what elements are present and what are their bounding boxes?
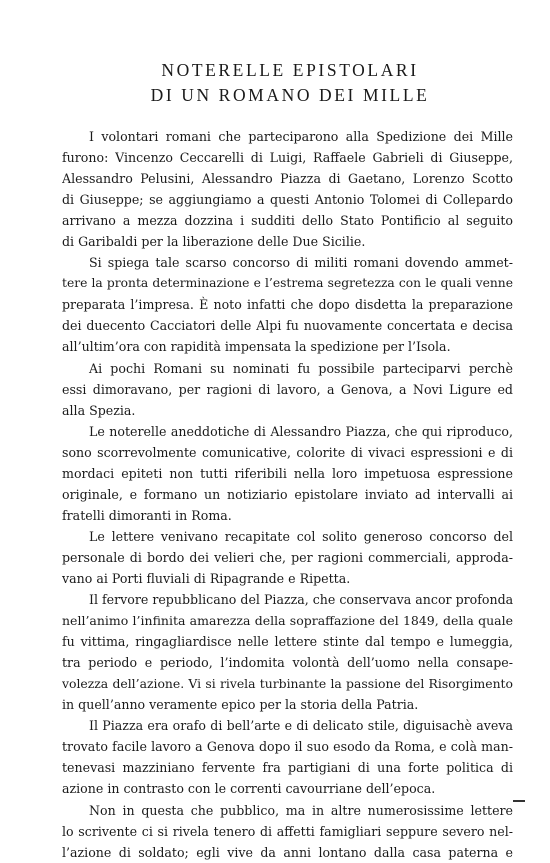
text-line: l’azione di soldato; egli vive da anni lontano dalla casa paterna e: [62, 844, 513, 860]
text-line: Non in questa che pubblico, ma in altre numerosissime lettere: [89, 802, 513, 818]
text-line: fratelli dimoranti in Roma.: [62, 507, 232, 523]
text-line: di Garibaldi per la liberazione delle Due Sicilie.: [62, 234, 366, 250]
text-line: tenevasi mazziniano fervente fra partigiani di una forte politica di: [62, 760, 513, 776]
document-title-line-2: DI UN ROMANO DEI MILLE: [150, 85, 430, 105]
text-line: azione in contrasto con le correnti cavourriane dell’epoca.: [62, 781, 436, 797]
text-line: in quell’anno veramente epico per la storia della Patria.: [62, 697, 419, 713]
text-line: Il fervore repubblicano del Piazza, che conservava ancor profonda: [89, 592, 513, 608]
text-line: alla Spezia.: [62, 402, 136, 418]
text-line: I volontari romani che parteciparono alla Spedizione dei Mille: [89, 129, 513, 144]
text-line: sono scorrevolmente comunicative, colorite di vivaci espressioni e di: [62, 444, 513, 460]
text-line: Alessandro Pelusini, Alessandro Piazza di Gaetano, Lorenzo Scotto: [62, 171, 513, 187]
document-title-line-1: NOTERELLE EPISTOLARI: [161, 60, 419, 80]
text-line: tra periodo e periodo, l’indomita volontà dell’uomo nella consape-: [62, 655, 513, 671]
text-line: Si spiega tale scarso concorso di militi romani dovendo ammet-: [89, 255, 513, 271]
text-line: tere la pronta determinazione e l’estrema segretezza con le quali venne: [62, 276, 513, 291]
text-line: Ai pochi Romani su nominati fu possibile parteciparvi perchè: [89, 360, 513, 376]
text-line: fu vittima, ringagliardisce nelle lettere stinte dal tempo e lumeggia,: [62, 634, 513, 650]
text-line: personale di bordo dei velieri che, per ragioni commerciali, approda-: [62, 549, 513, 565]
text-line: arrivano a mezza dozzina i sudditi dello Stato Pontificio al seguito: [62, 213, 513, 229]
text-line: trovato facile lavoro a Genova dopo il suo esodo da Roma, e colà man-: [62, 739, 513, 755]
corner-mark: [513, 800, 525, 802]
text-line: Il Piazza era orafo di bell’arte e di delicato stile, diguisachè aveva: [89, 718, 513, 734]
text-line: Le lettere venivano recapitate col solito generoso concorso del: [89, 528, 513, 544]
text-line: vano ai Porti fluviali di Ripagrande e Ripetta.: [62, 570, 351, 586]
text-line: nell’animo l’infinita amarezza della sopraffazione del 1849, della quale: [62, 613, 513, 629]
text-line: Le noterelle aneddotiche di Alessandro Piazza, che qui riproduco,: [89, 423, 513, 439]
body-text: [62, 126, 513, 863]
text-line: di Giuseppe; se aggiungiamo a questi Antonio Tolomei di Collepardo: [62, 192, 513, 208]
text-line: lo scrivente ci si rivela tenero di affetti famigliari seppure severo nel-: [62, 823, 513, 839]
text-line: originale, e formano un notiziario epistolare inviato ad intervalli ai: [62, 486, 513, 502]
text-line: essi dimoravano, per ragioni di lavoro, a Genova, a Novi Ligure ed: [62, 381, 513, 397]
text-line: furono: Vincenzo Ceccarelli di Luigi, Raffaele Gabrieli di Giuseppe,: [62, 150, 513, 166]
text-line: dei duecento Cacciatori delle Alpi fu nuovamente concertata e decisa: [62, 318, 513, 334]
text-line: mordaci epiteti non tutti riferibili nella loro impetuosa espressione: [62, 465, 513, 481]
text-line: all’ultim’ora con rapidità impensata la spedizione per l’Isola.: [62, 339, 451, 355]
text-line: volezza dell’azione. Vi si rivela turbinante la passione del Risorgimento: [62, 676, 513, 692]
text-line: preparata l’impresa. È noto infatti che dopo disdetta la preparazione: [62, 297, 513, 313]
